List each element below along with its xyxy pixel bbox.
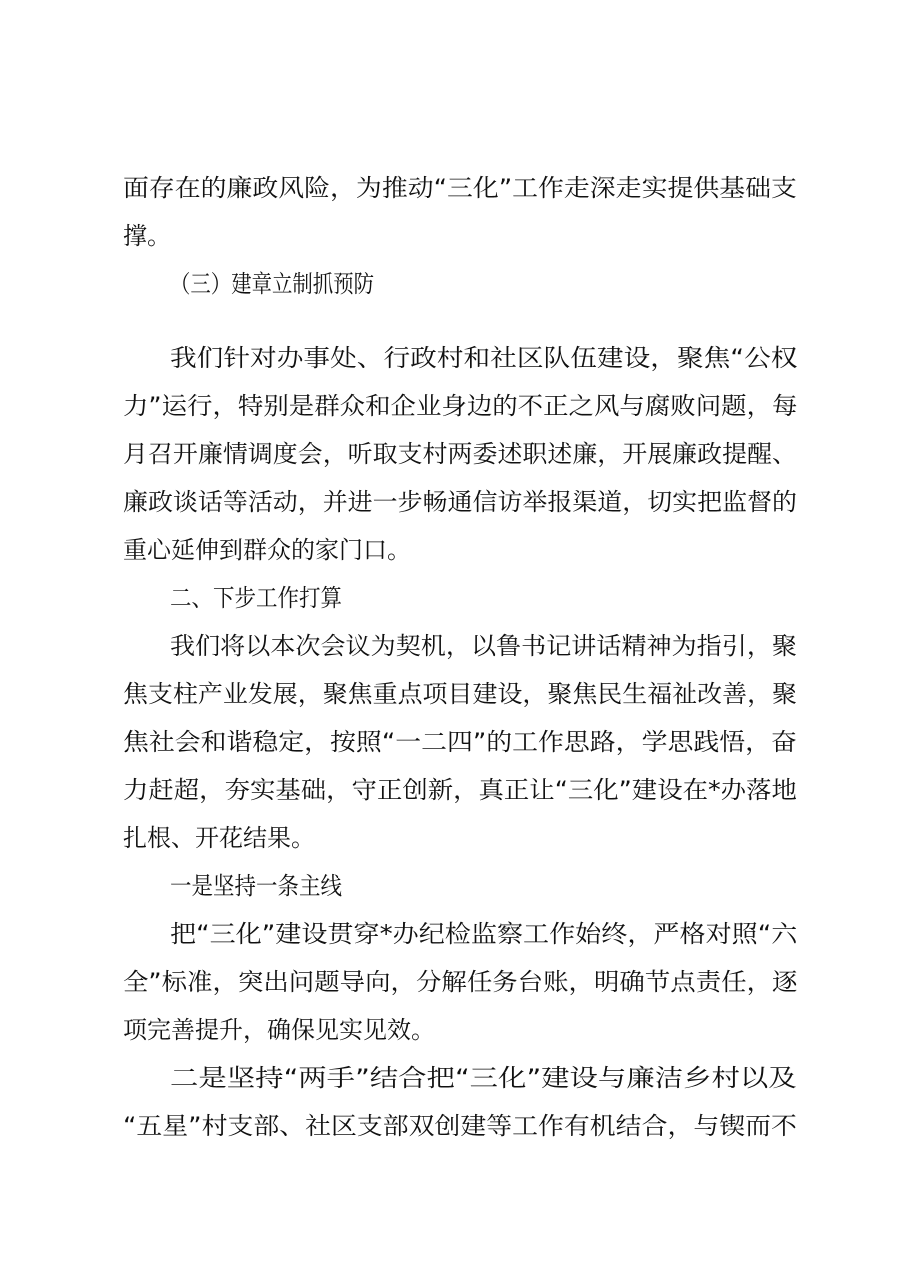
text-line: 焦支柱产业发展，聚焦重点项目建设，聚焦民生福祉改善，聚	[123, 680, 797, 708]
section-heading: （三）建章立制抓预防	[170, 270, 374, 298]
section-heading: 二、下步工作打算	[170, 584, 342, 612]
text-line: 二是坚持“两手”结合把“三化”建设与廉洁乡村以及	[170, 1064, 797, 1092]
text-line: 项完善提升，确保见实见效。	[123, 1016, 435, 1044]
text-line: 焦社会和谐稳定，按照“一二四”的工作思路，学思践悟，奋	[123, 728, 797, 756]
text-line: 力赶超，夯实基础，守正创新，真正让“三化”建设在*办落地	[123, 776, 797, 804]
text-line: “五星”村支部、社区支部双创建等工作有机结合，与锲而不	[123, 1112, 797, 1140]
text-line: 我们将以本次会议为契机，以鲁书记讲话精神为指引，聚	[170, 632, 797, 660]
text-line: 月召开廉情调度会，听取支村两委述职述廉，开展廉政提醒、	[123, 440, 797, 468]
section-heading: 一是坚持一条主线	[170, 872, 342, 900]
text-line: 我们针对办事处、行政村和社区队伍建设，聚焦“公权	[170, 344, 798, 372]
text-line: 重心延伸到群众的家门口。	[123, 536, 411, 564]
text-line: 扎根、开花结果。	[123, 824, 315, 852]
text-line: 把“三化”建设贯穿*办纪检监察工作始终，严格对照“六	[170, 920, 798, 948]
text-line: 面存在的廉政风险，为推动“三化”工作走深走实提供基础支	[123, 174, 797, 202]
text-line: 全”标准，突出问题导向，分解任务台账，明确节点责任，逐	[123, 968, 798, 996]
text-line: 廉政谈话等活动，并进一步畅通信访举报渠道，切实把监督的	[123, 488, 797, 516]
text-line: 撑。	[123, 222, 171, 250]
text-line: 力”运行，特别是群众和企业身边的不正之风与腐败问题，每	[123, 392, 798, 420]
